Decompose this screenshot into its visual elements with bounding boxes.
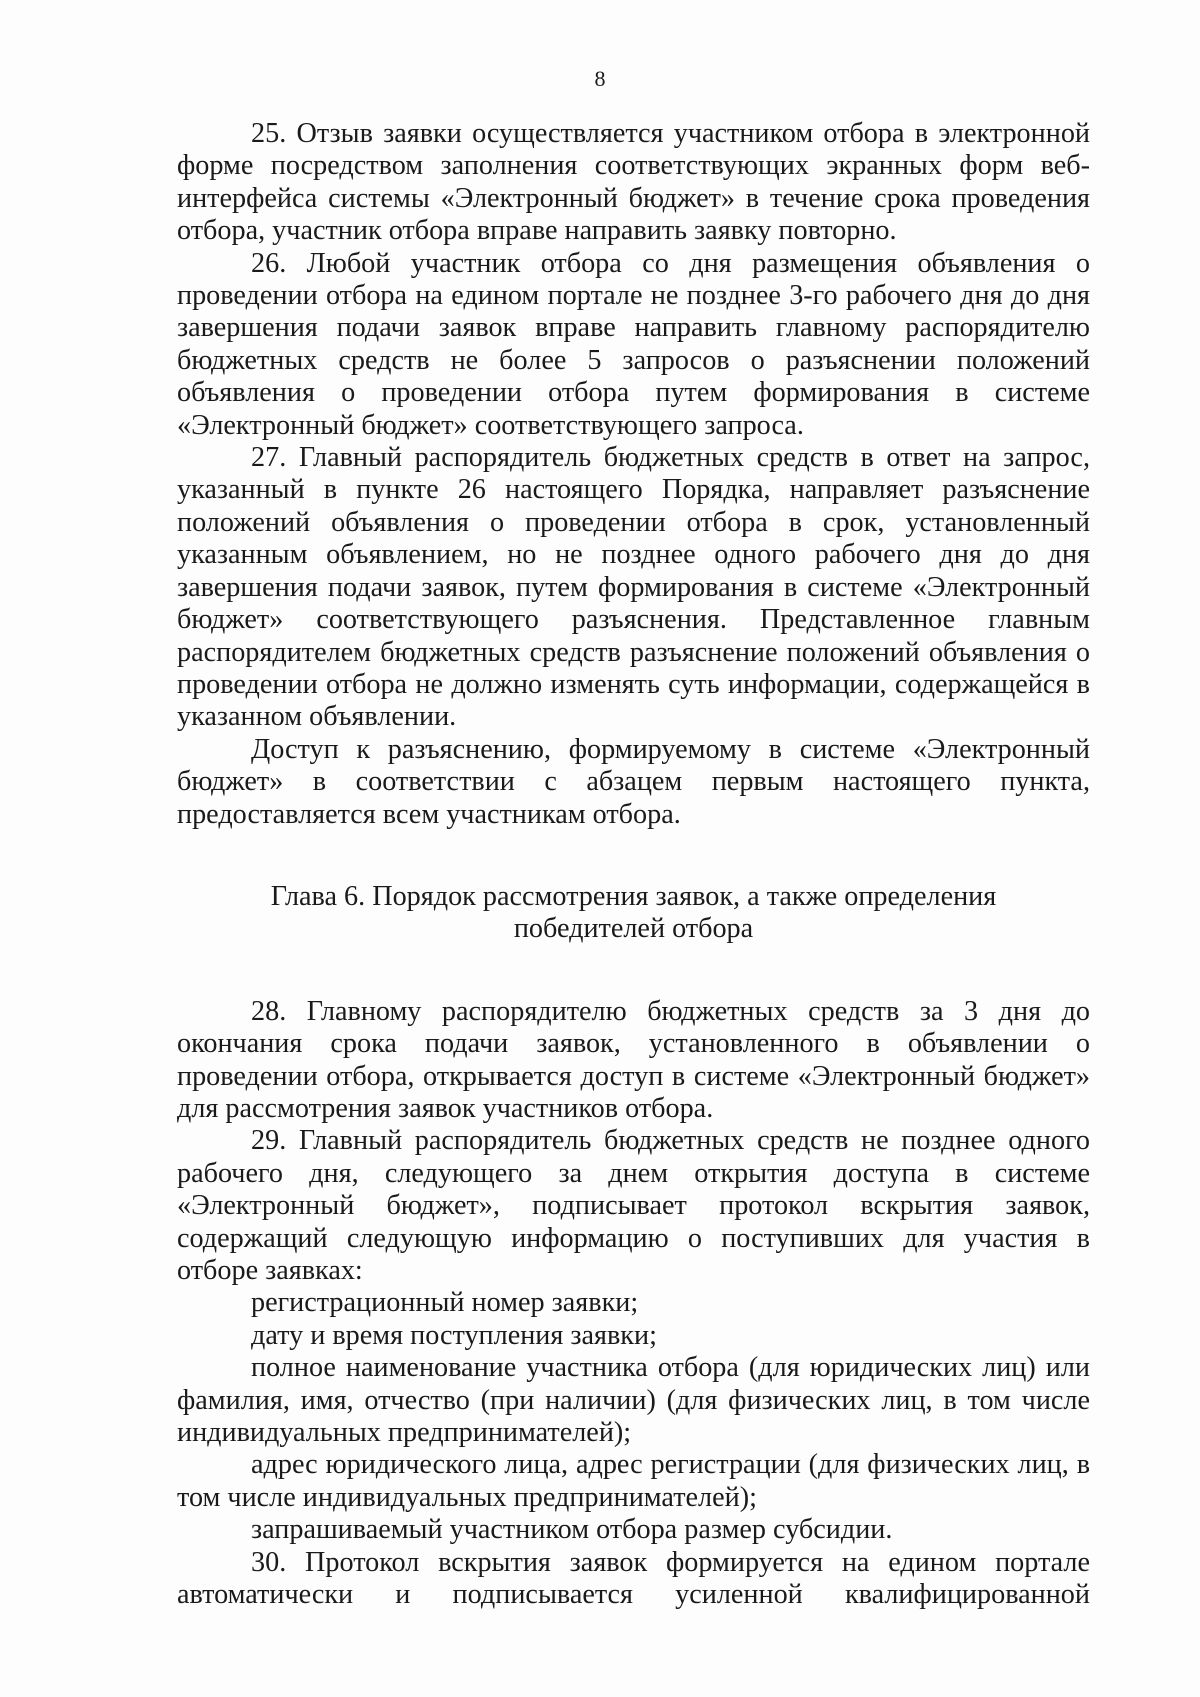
chapter-heading-line-1: Глава 6. Порядок рассмотрения заявок, а также определения [270,880,997,912]
list-item: полное наименование участника отбора (для юридических лиц) или фамилия, имя, отчество (при наличии) (для физических лиц, в том числе индивидуальных предпринимателей); [177,1352,1090,1449]
chapter-heading [177,881,1090,946]
document-body [177,118,1090,1611]
list-item: регистрационный номер заявки; [251,1287,639,1319]
paragraph-30: 30. Протокол вскрытия заявок формируется на едином портале автоматически и подписывается усиленной квалифицированной [177,1546,1090,1611]
paragraph-26: 26. Любой участник отбора со дня размещения объявления о проведении отбора на едином портале не позднее 3-го рабочего дня до дня завершения подачи заявок вправе направить главному распорядителю бюджетных средств не более 5 запросов о разъяснении положений объявления о проведении отбора путем формирования в системе «Электронный бюджет» соответствующего запроса. [177,247,1090,441]
list-item: запрашиваемый участником отбора размер субсидии. [251,1514,893,1546]
page-number: 8 [594,66,606,91]
paragraph-28: 28. Главному распорядителю бюджетных средств за 3 дня до окончания срока подачи заявок, установленного в объявлении о проведении отбора, открывается доступ в системе «Электронный бюджет» для рассмотрения заявок участников отбора. [177,995,1090,1124]
paragraph-25: 25. Отзыв заявки осуществляется участником отбора в электронной форме посредством заполнения соответствующих экранных форм веб-интерфейса системы «Электронный бюджет» в течение срока проведения отбора, участник отбора вправе направить заявку повторно. [177,118,1090,247]
list-item: адрес юридического лица, адрес регистрации (для физических лиц, в том числе индивидуальных предпринимателей); [177,1449,1090,1513]
paragraph-27: 27. Главный распорядитель бюджетных средств в ответ на запрос, указанный в пункте 26 настоящего Порядка, направляет разъяснение положений объявления о проведении отбора в срок, установленный указанным объявлением, но не позднее одного рабочего дня до дня завершения подачи заявок, путем формирования в системе «Электронный бюджет» соответствующего разъяснения. Представленное главным распорядителем бюджетных средств разъяснение положений объявления о проведении отбора не должно изменять суть информации, содержащейся в указанном объявлении. [177,442,1090,733]
list-item: дату и время поступления заявки; [251,1319,657,1351]
chapter-heading-line-2: победителей отбора [513,913,754,945]
paragraph-29: 29. Главный распорядитель бюджетных средств не позднее одного рабочего дня, следующего за днем открытия доступа в системе «Электронный бюджет», подписывает протокол вскрытия заявок, содержащий следующую информацию о поступивших для участия в отборе заявках: [177,1125,1090,1286]
paragraph-27-access: Доступ к разъяснению, формируемому в системе «Электронный бюджет» в соответствии с абзацем первым настоящего пункта, предоставляется всем участникам отбора. [177,733,1090,830]
